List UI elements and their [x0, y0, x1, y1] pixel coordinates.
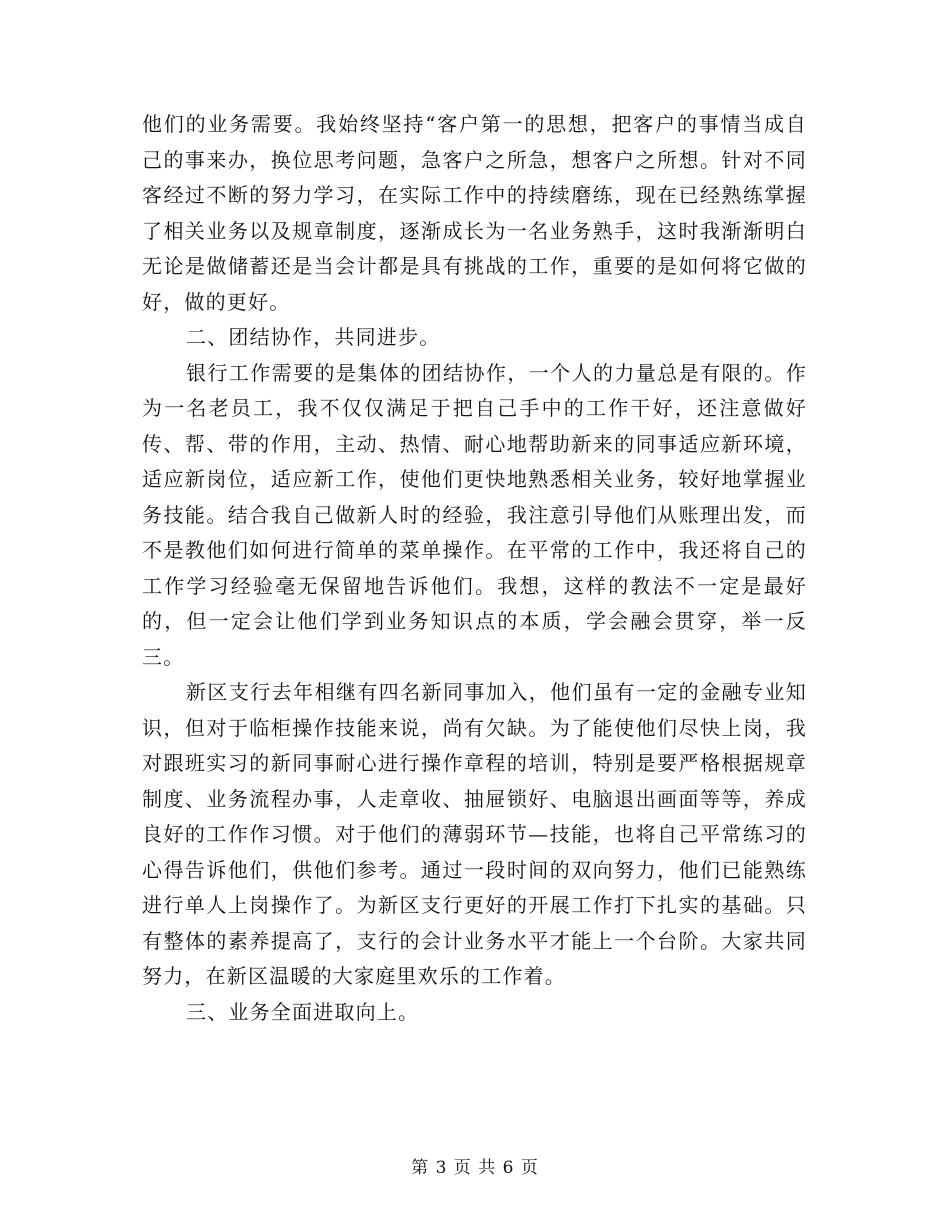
paragraph-new-colleagues: 新区支行去年相继有四名新同事加入，他们虽有一定的金融专业知识，但对于临柜操作技能来说，尚有欠缺。为了能使他们尽快上岗，我对跟班实习的新同事耐心进行操作章程的培训，特别是要严格根据规章制度、业务流程办事，人走章收、抽屉锁好、电脑退出画面等等，养成良好的工作作习惯。对于他们的薄弱环节—技能，也将自己平常练习的心得告诉他们，供他们参考。通过一段时间的双向努力，他们已能熟练进行单人上岗操作了。为新区支行更好的开展工作打下扎实的基础。只有整体的素养提高了，支行的会计业务水平才能上一个台阶。大家共同努力，在新区温暖的大家庭里欢乐的工作着。	[142, 680, 807, 988]
paragraph-teamwork: 银行工作需要的是集体的团结协作，一个人的力量总是有限的。作为一名老员工，我不仅仅满足于把自己手中的工作干好，还注意做好传、帮、带的作用，主动、热情、耐心地帮助新来的同事适应新环境，适应新岗位，适应新工作，使他们更快地熟悉相关业务，较好地掌握业务技能。结合我自己做新人时的经验，我注意引导他们从账理出发，而不是教他们如何进行简单的菜单操作。在平常的工作中，我还将自己的工作学习经验毫无保留地告诉他们。我想，这样的教法不一定是最好的，但一定会让他们学到业务知识点的本质，学会融会贯穿，举一反三。	[142, 360, 807, 669]
page-number-footer: 第 3 页 共 6 页	[411, 1158, 539, 1178]
section-heading-teamwork: 二、团结协作，共同进步。	[186, 325, 441, 349]
paragraph-continuation: 他们的业务需要。我始终坚持“客户第一的思想，把客户的事情当成自己的事来办，换位思考问题，急客户之所急，想客户之所想。针对不同客经过不断的努力学习，在实际工作中的持续磨练，现在已经熟练掌握了相关业务以及规章制度，逐渐成长为一名业务熟手，这时我渐渐明白无论是做储蓄还是当会计都是具有挑战的工作，重要的是如何将它做的好，做的更好。	[142, 112, 807, 314]
document-body	[142, 107, 807, 1030]
section-heading-business: 三、业务全面进取向上。	[186, 999, 420, 1024]
